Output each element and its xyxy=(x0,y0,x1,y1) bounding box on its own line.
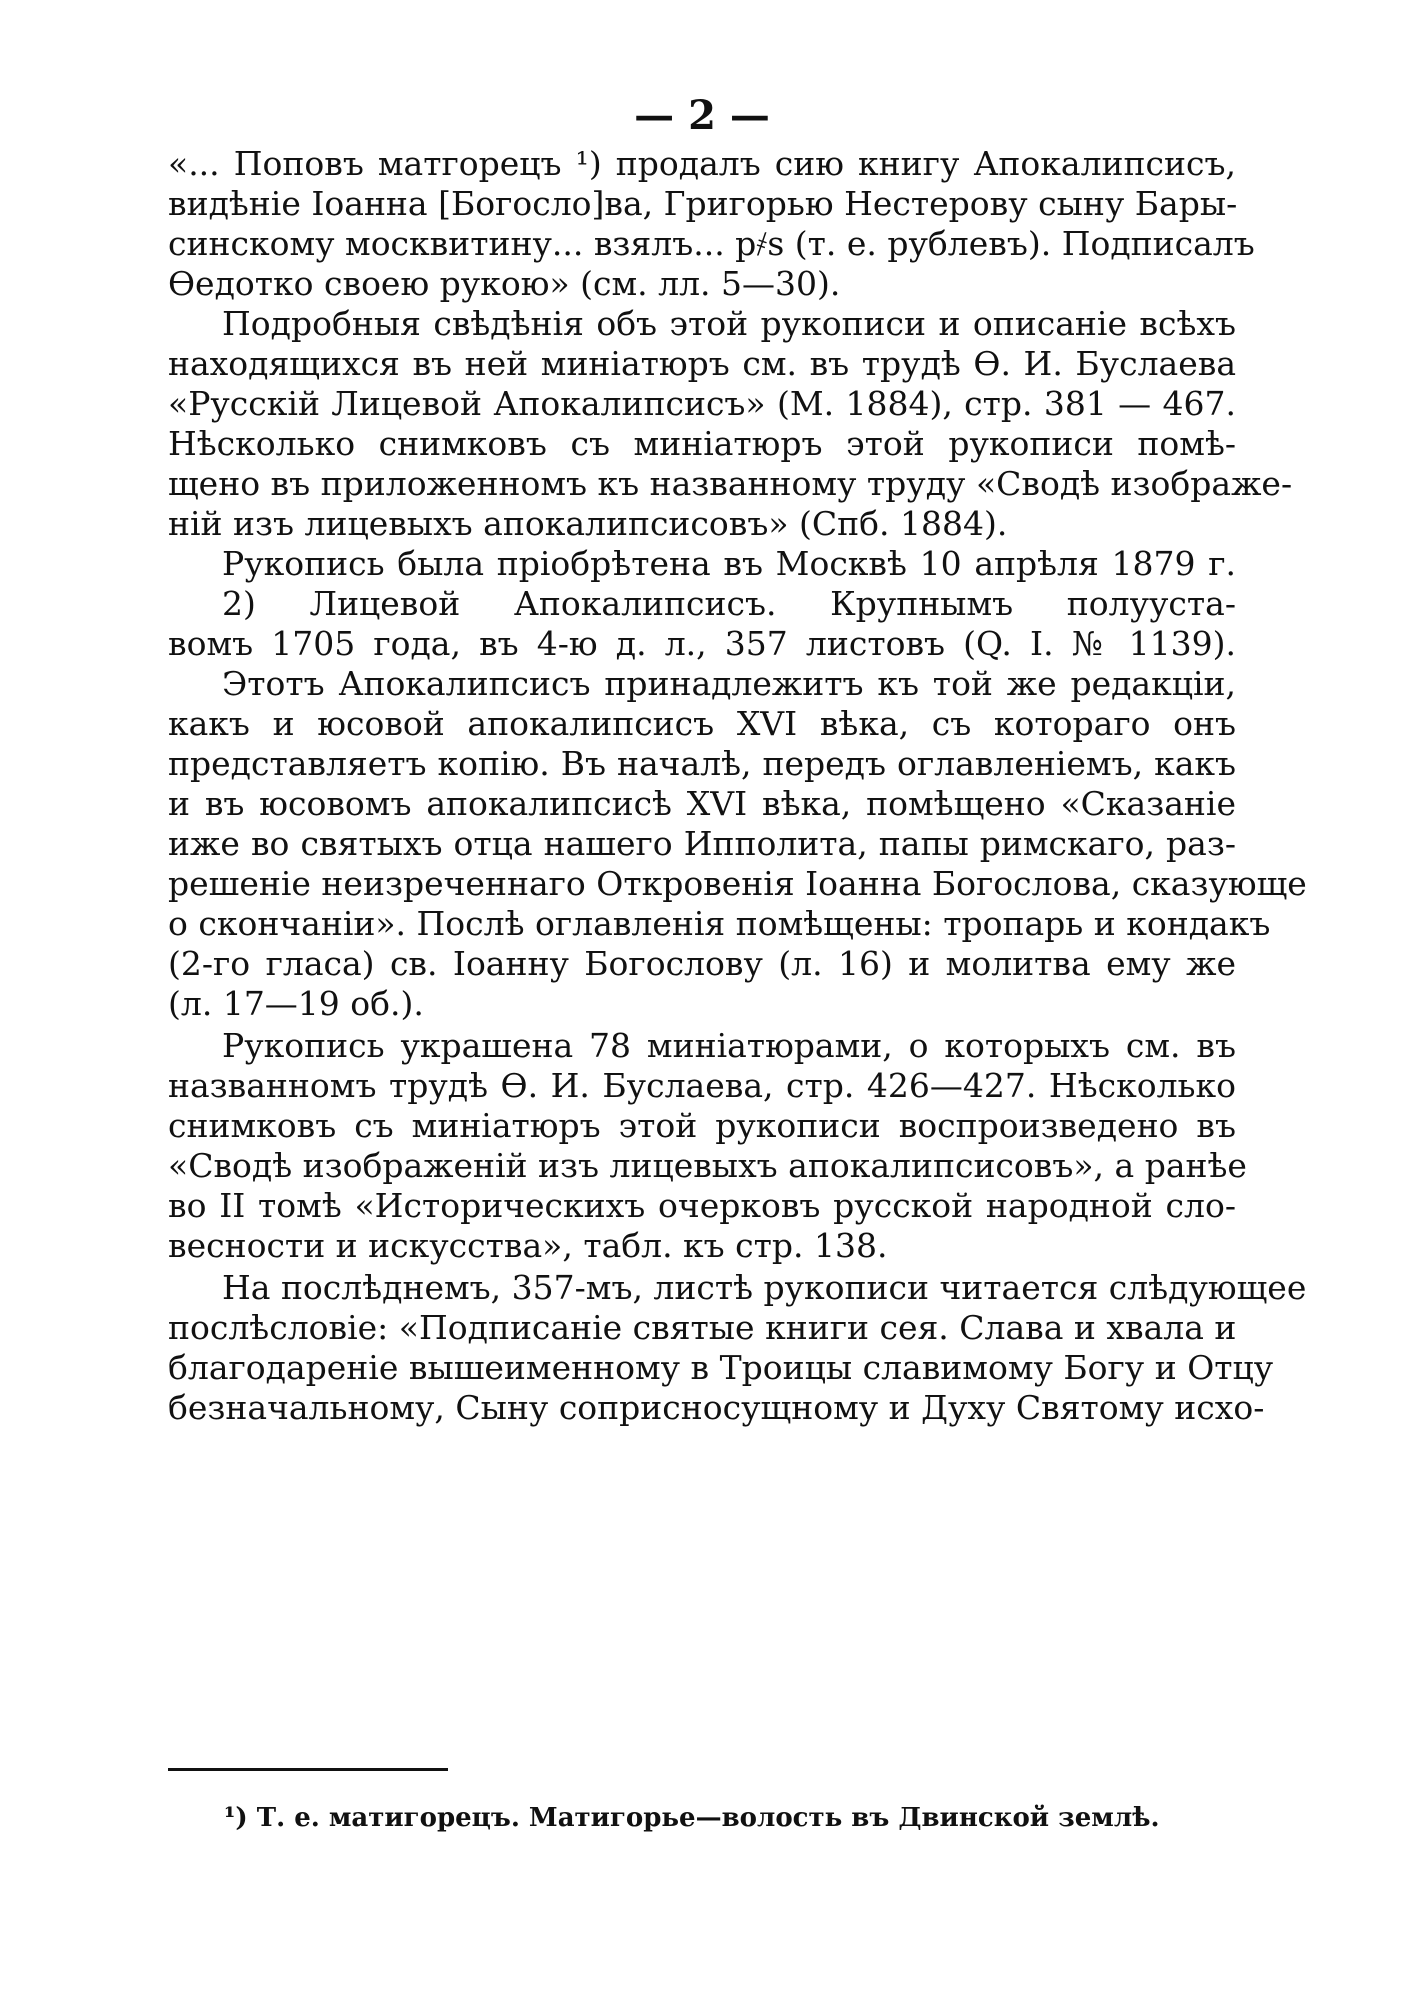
text-line: о скончаніи». Послѣ оглавленія помѣщены: тропарь и кондакъ xyxy=(168,904,1271,943)
text-line: представляетъ копію. Въ началѣ, передъ оглавленіемъ, какъ xyxy=(168,744,1236,783)
text-line: ній изъ лицевыхъ апокалипсисовъ» (Спб. 1884). xyxy=(168,504,1008,543)
text-line: снимковъ съ миніатюръ этой рукописи воспроизведено въ xyxy=(168,1106,1236,1145)
text-line: решеніе неизреченнаго Откровенія Іоанна Богослова, сказующе xyxy=(168,864,1307,903)
text-line: весности и искусства», табл. къ стр. 138. xyxy=(168,1226,888,1265)
text-line: благодареніе вышеименному в Троицы славимому Богу и Отцу xyxy=(168,1348,1274,1387)
text-line: безначальному, Сыну соприсносущному и Духу Святому исхо- xyxy=(168,1388,1265,1427)
text-line: Ѳедотко своею рукою» (см. лл. 5—30). xyxy=(168,264,841,303)
text-line: (2-го гласа) св. Іоанну Богослову (л. 16) и молитва ему же xyxy=(168,944,1236,983)
text-line: находящихся въ ней миніатюръ см. въ трудѣ Ѳ. И. Буслаева xyxy=(168,344,1236,383)
text-line: какъ и юсовой апокалипсисъ XVI вѣка, съ котораго онъ xyxy=(168,704,1236,743)
text-line: вомъ 1705 года, въ 4-ю д. л., 357 листовъ (Q. I. № 1139). xyxy=(168,624,1236,663)
text-line: Этотъ Апокалипсисъ принадлежитъ къ той же редакціи, xyxy=(222,664,1236,703)
text-line: «Сводѣ изображеній изъ лицевыхъ апокалипсисовъ», а ранѣе xyxy=(168,1146,1247,1185)
text-line: (л. 17—19 об.). xyxy=(168,984,424,1023)
page-number: — 2 — xyxy=(634,92,770,139)
text-line: и въ юсовомъ апокалипсисѣ XVI вѣка, помѣщено «Сказаніе xyxy=(168,784,1236,823)
text-line: Рукопись украшена 78 миніатюрами, о которыхъ см. въ xyxy=(222,1026,1236,1065)
text-line: «Русскій Лицевой Апокалипсисъ» (М. 1884), стр. 381 — 467. xyxy=(168,384,1236,423)
text-line: послѣсловіе: «Подписаніе святые книги сея. Слава и хвала и xyxy=(168,1308,1237,1347)
text-line: видѣніе Іоанна [Богосло]ва, Григорью Нестерову сыну Бары- xyxy=(168,184,1238,223)
text-line: Нѣсколько снимковъ съ миніатюръ этой рукописи помѣ- xyxy=(168,424,1236,463)
footnote-divider xyxy=(168,1768,448,1771)
text-line: названномъ трудѣ Ѳ. И. Буслаева, стр. 426—427. Нѣсколько xyxy=(168,1066,1236,1105)
text-line: Рукопись была пріобрѣтена въ Москвѣ 10 апрѣля 1879 г. xyxy=(222,544,1236,583)
text-line: во II томѣ «Историческихъ очерковъ русской народной сло- xyxy=(168,1186,1236,1225)
text-line: щено въ приложенномъ къ названному труду «Сводѣ изображе- xyxy=(168,464,1293,503)
text-line: На послѣднемъ, 357-мъ, листѣ рукописи читается слѣдующее xyxy=(222,1268,1307,1307)
text-line: Подробныя свѣдѣнія объ этой рукописи и описаніе всѣхъ xyxy=(222,304,1236,343)
text-line: «... Поповъ матгорецъ ¹) продалъ сию книгу Апокалипсисъ, xyxy=(168,144,1236,183)
text-line: иже во святыхъ отца нашего Ипполита, папы римскаго, раз- xyxy=(168,824,1236,863)
text-line: 2) Лицевой Апокалипсисъ. Крупнымъ полууста- xyxy=(222,584,1236,623)
text-line: синскому москвитину... взялъ... р҂ѕ (т. е. рублевъ). Подписалъ xyxy=(168,224,1255,263)
footnote: ¹) Т. е. матигорецъ. Матигорье—волость въ Двинской землѣ. xyxy=(224,1803,1160,1833)
